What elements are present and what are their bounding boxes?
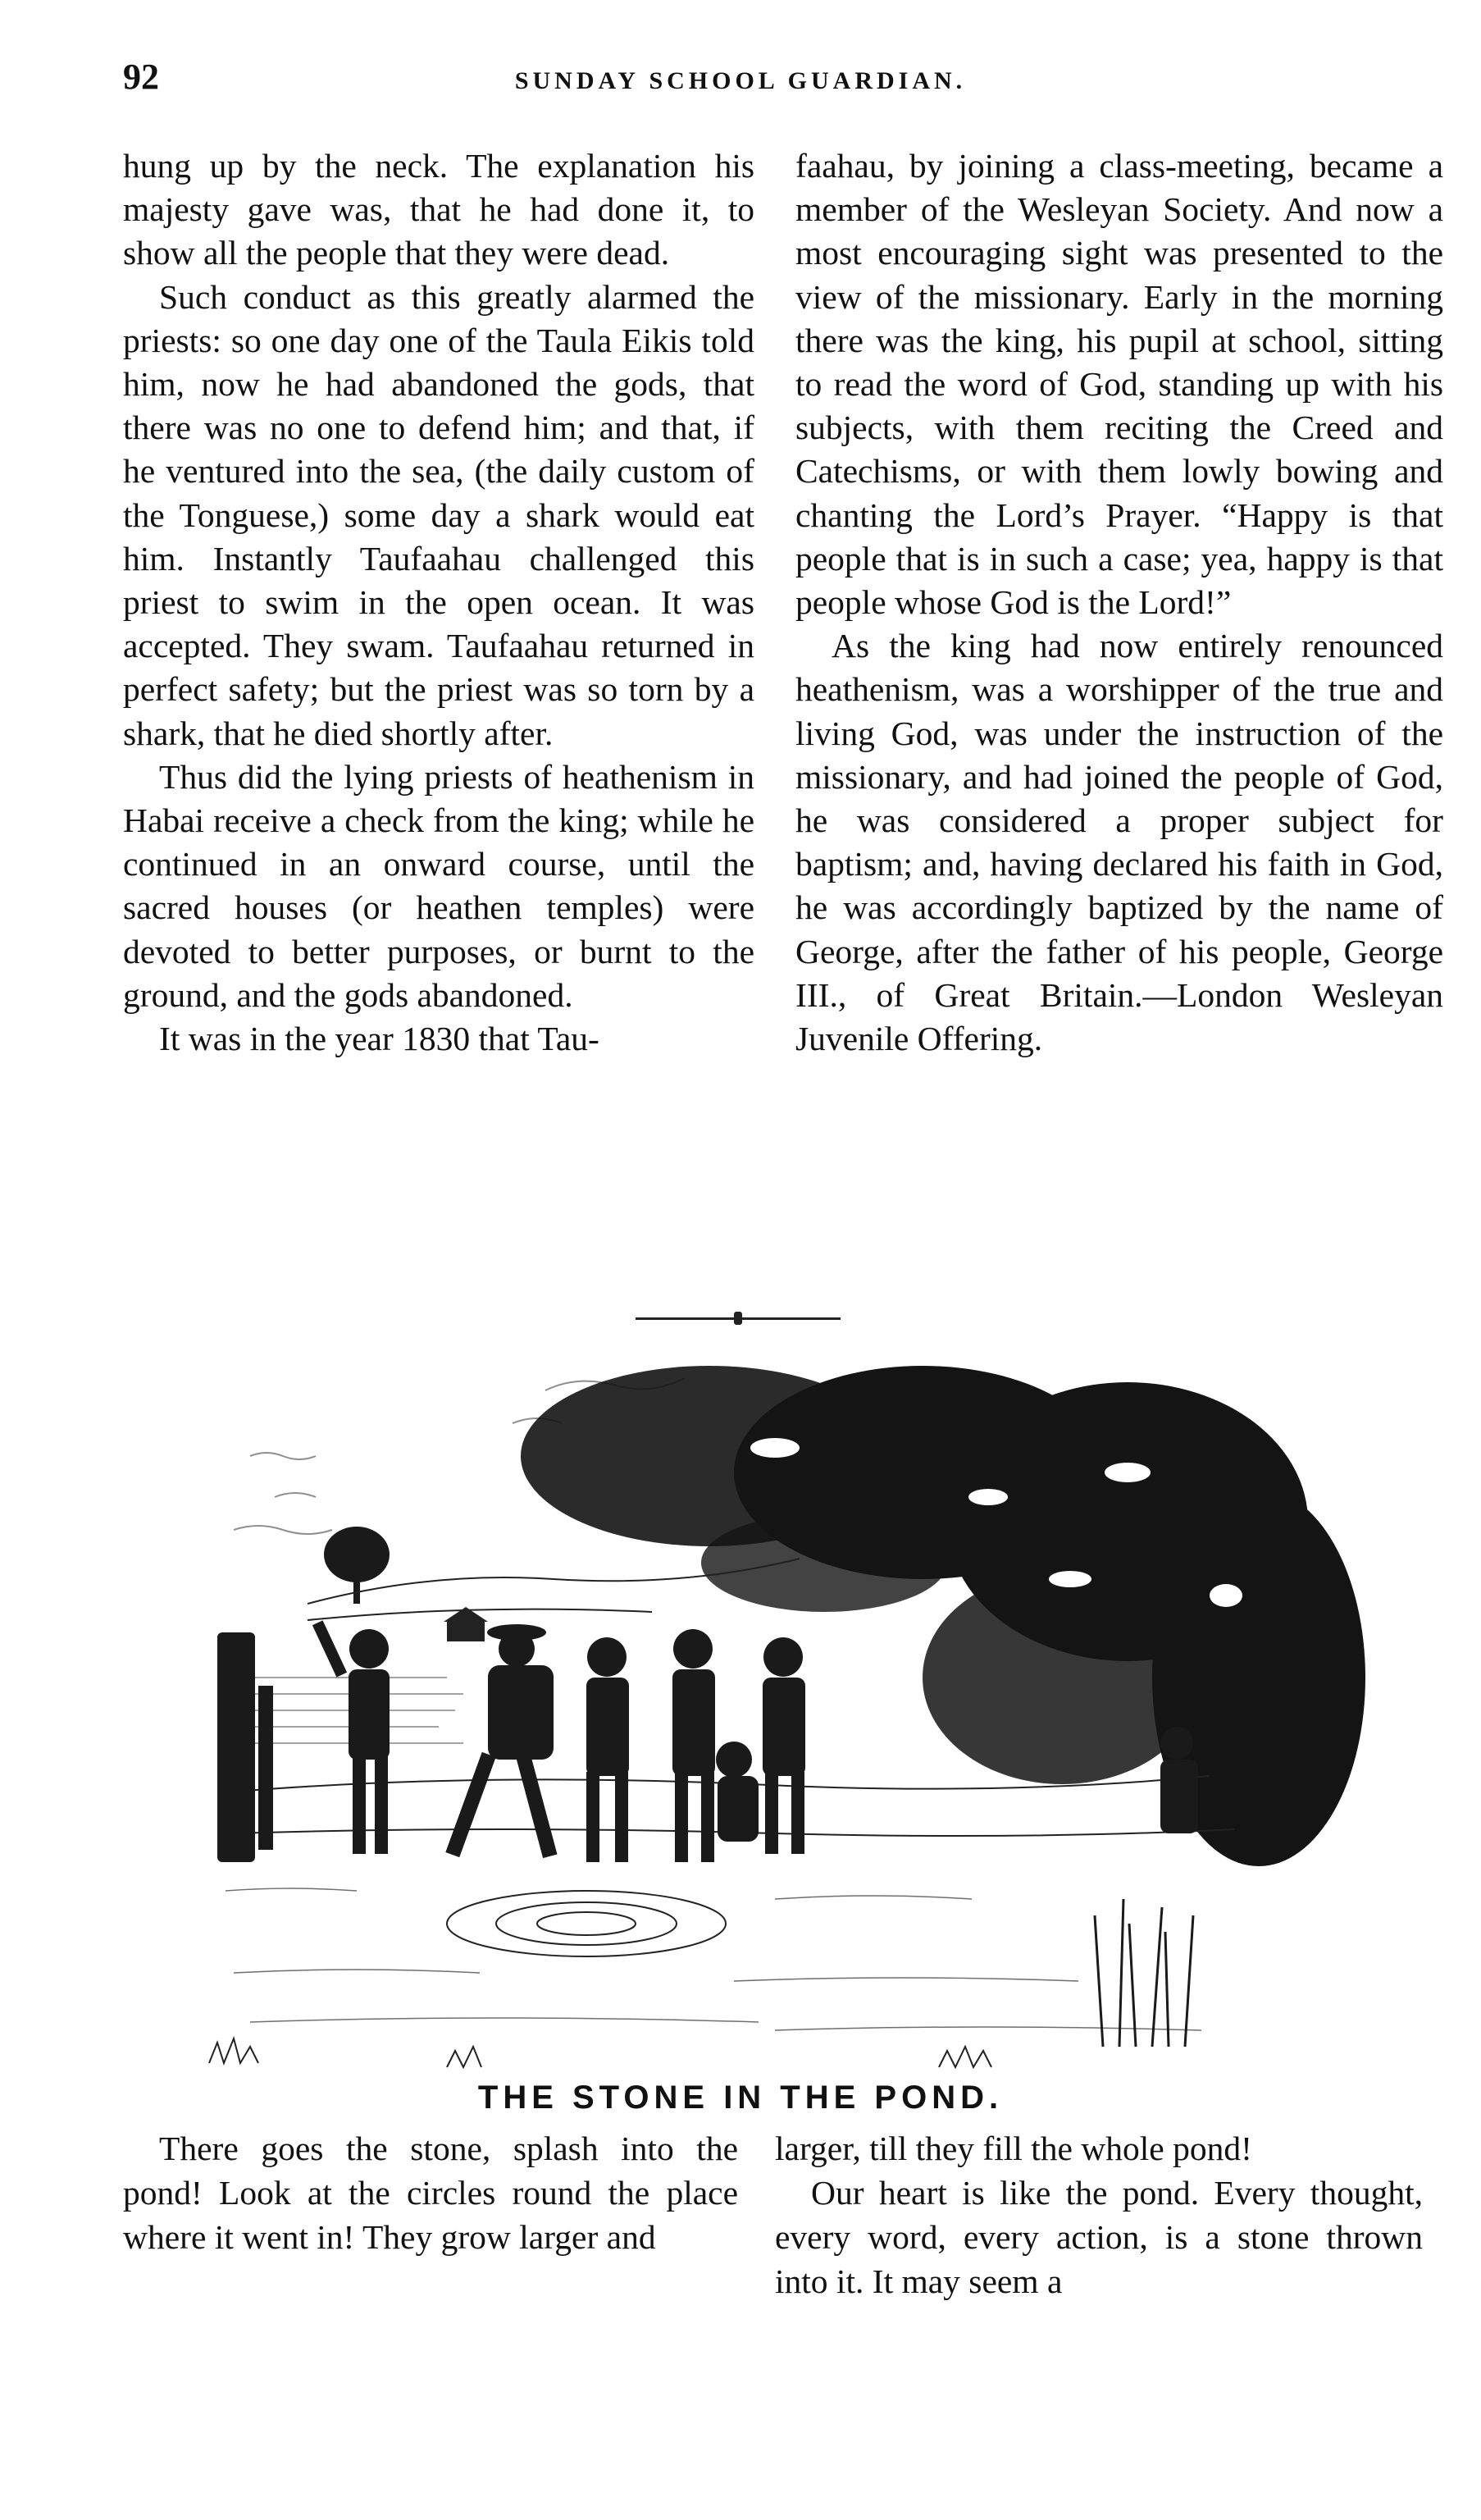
paragraph: It was in the year 1830 that Tau- <box>159 1020 599 1058</box>
figure-boy-right <box>672 1629 715 1862</box>
running-head: SUNDAY SCHOOL GUARDIAN. <box>514 67 967 94</box>
illustration-caption: THE STONE IN THE POND. <box>477 2079 1004 2116</box>
figure-boy-center <box>586 1637 629 1862</box>
paragraph: As the king had now entirely renounced heathenism, was a worshipper of the true and living God, was under the instruction of the missionary, and had joined the people of God, he was considered a proper subject for baptism; and, having declared his faith in God, he was accordingly baptized by the name of George, after the father of his people, George III., of Great Britain.—London Wesleyan Juvenile Offering. <box>795 627 1443 1058</box>
divider-ornament <box>734 1312 742 1325</box>
article-right-column <box>795 144 1443 1061</box>
story-left-column <box>123 2126 738 2259</box>
paragraph: faahau, by joining a class-meeting, became a member of the Wesleyan Society. And now a most encouraging sight was presented to the view of the missionary. Early in the morning there was the king, his pupil at school, sitting to read the word of God, standing up with his subjects, with them reciting the Creed and Catechisms, or with them lowly bowing and chanting the Lord’s Prayer. “Happy is that people that is in such a case; yea, happy is that people whose God is the Lord!” <box>795 147 1443 622</box>
paragraph: Our heart is like the pond. Every thought, every word, every action, is a stone thrown into it. It may seem a <box>775 2174 1423 2300</box>
page-number: 92 <box>123 57 159 97</box>
engraving-illustration <box>201 1333 1365 2075</box>
paragraph: There goes the stone, splash into the pond! Look at the circles round the place where it went in! They grow larger and <box>123 2130 738 2256</box>
figure-boy-far-right <box>763 1637 805 1854</box>
paragraph: Such conduct as this greatly alarmed the priests: so one day one of the Taula Eikis told him, now he had abandoned the gods, that there was no one to defend him; and that, if he ventured into the sea, (the daily custom of the Tonguese,) some day a shark would eat him. Instantly Taufaahau challenged this priest to swim in the open ocean. It was accepted. They swam. Taufaahau returned in perfect safety; but the priest was so torn by a shark, that he died shortly after. <box>123 277 754 752</box>
article-left-column <box>123 144 754 1061</box>
figure-man-with-hat <box>445 1624 557 1858</box>
tree-foliage <box>521 1366 1365 1866</box>
figure-boy-crouching <box>716 1742 759 1842</box>
paragraph: larger, till they fill the whole pond! <box>775 2130 1252 2167</box>
paragraph: Thus did the lying priests of heathenism in Habai receive a check from the king; while he continued in an onward course, until the sacred houses (or heathen temples) were devoted to better purposes, or burnt to the ground, and the gods abandoned. <box>123 757 754 1014</box>
paragraph: hung up by the neck. The explanation his majesty gave was, that he had done it, to show all the people that they were dead. <box>123 147 754 272</box>
pond-ripples <box>447 1891 726 1956</box>
figure-boy-edge <box>1160 1727 1198 1833</box>
fence-post <box>217 1632 273 1862</box>
figure-boy-throwing <box>312 1620 390 1854</box>
story-right-column <box>775 2126 1423 2303</box>
distant-house <box>444 1607 488 1641</box>
